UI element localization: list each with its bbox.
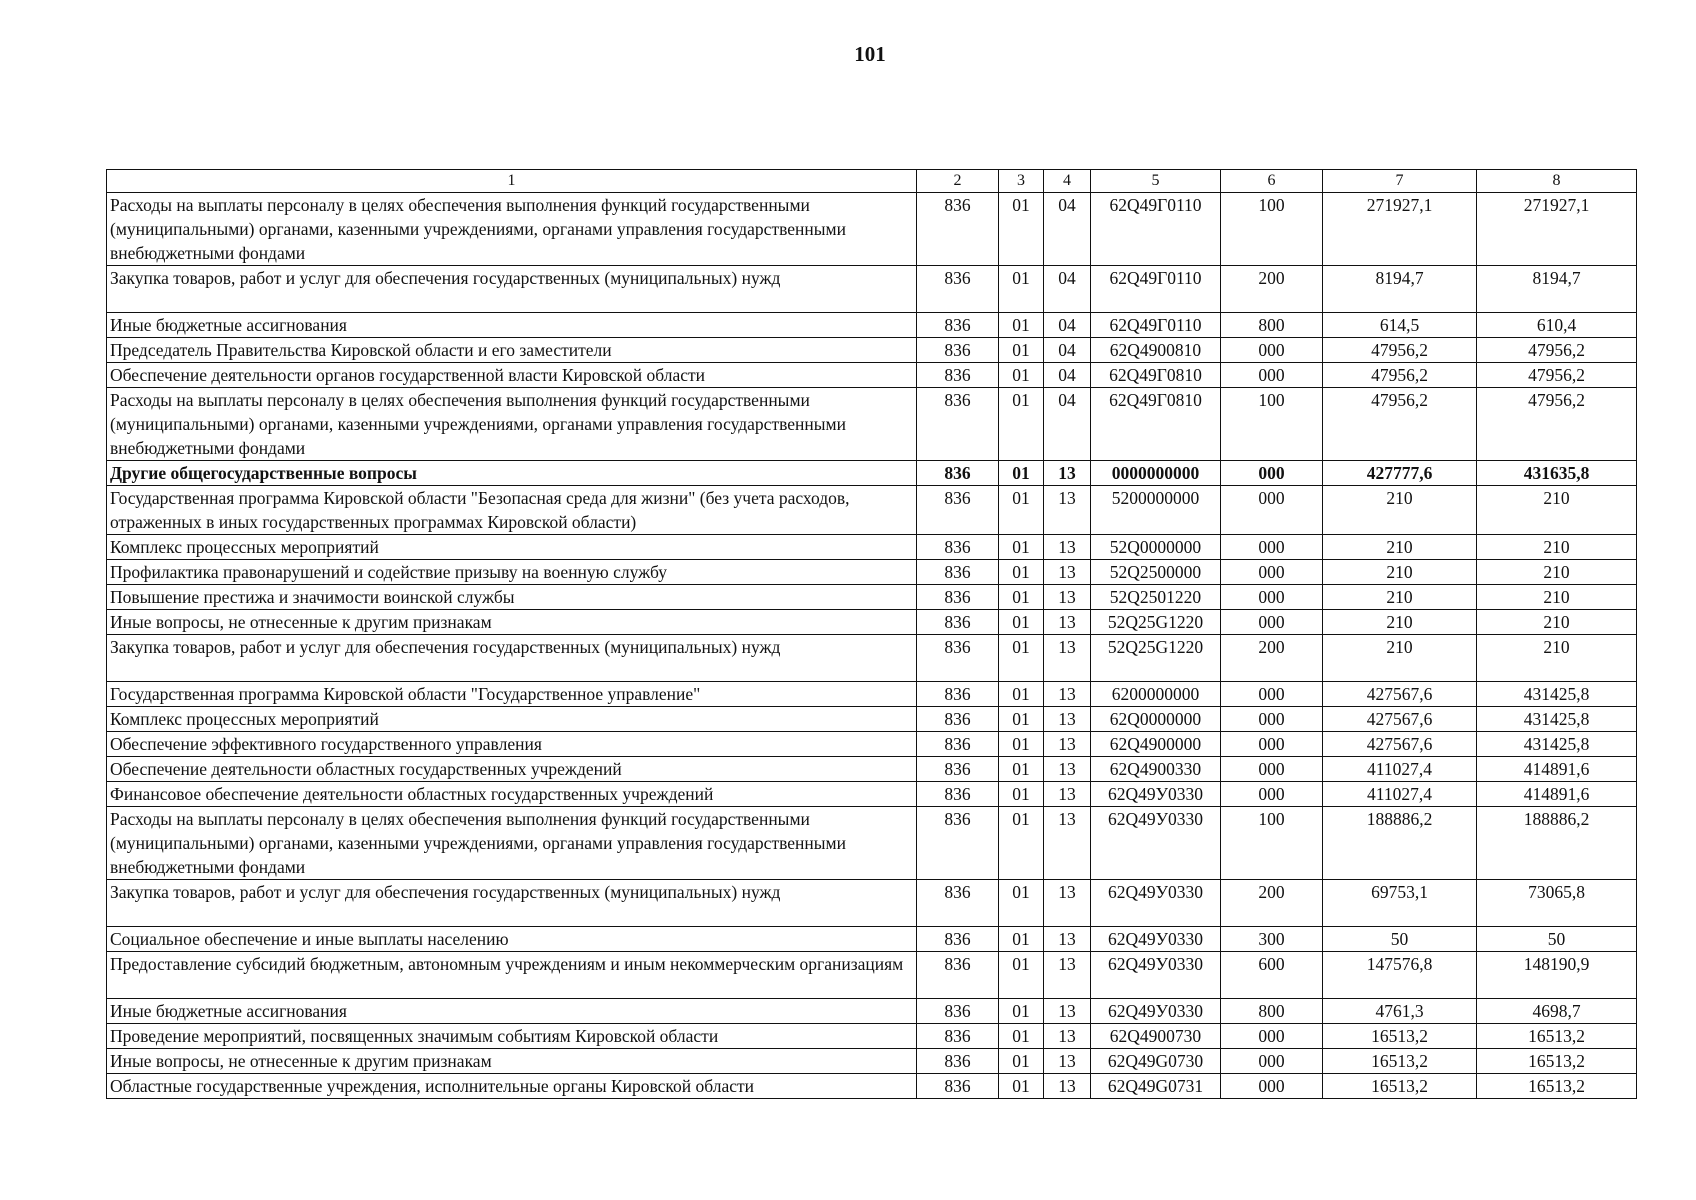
row-target-article-cell: 62Q49Г0810 [1091, 363, 1221, 388]
row-section-cell: 01 [999, 807, 1044, 880]
row-code-cell: 836 [917, 682, 999, 707]
row-amount-year1-cell: 411027,4 [1323, 782, 1477, 807]
row-expense-type-cell: 000 [1221, 610, 1323, 635]
row-expense-type-cell: 000 [1221, 707, 1323, 732]
row-amount-year1-cell: 210 [1323, 486, 1477, 535]
row-code-cell: 836 [917, 560, 999, 585]
row-subsection-cell: 13 [1044, 732, 1091, 757]
row-section-cell: 01 [999, 535, 1044, 560]
row-name-cell: Иные вопросы, не отнесенные к другим признакам [107, 1049, 917, 1074]
row-section-cell: 01 [999, 682, 1044, 707]
row-target-article-cell: 62Q0000000 [1091, 707, 1221, 732]
row-subsection-cell: 04 [1044, 266, 1091, 313]
row-name-cell: Повышение престижа и значимости воинской службы [107, 585, 917, 610]
row-section-cell: 01 [999, 266, 1044, 313]
row-code-cell: 836 [917, 585, 999, 610]
row-amount-year2-cell: 4698,7 [1477, 999, 1637, 1024]
table-row [107, 388, 1637, 461]
row-amount-year1-cell: 16513,2 [1323, 1024, 1477, 1049]
table-row [107, 266, 1637, 313]
row-amount-year1-cell: 210 [1323, 585, 1477, 610]
row-code-cell: 836 [917, 757, 999, 782]
row-amount-year2-cell: 50 [1477, 927, 1637, 952]
row-target-article-cell: 52Q25G1220 [1091, 610, 1221, 635]
row-name-cell: Проведение мероприятий, посвященных значимым событиям Кировской области [107, 1024, 917, 1049]
row-amount-year1-cell: 8194,7 [1323, 266, 1477, 313]
row-section-cell: 01 [999, 927, 1044, 952]
row-expense-type-cell: 000 [1221, 486, 1323, 535]
row-amount-year2-cell: 431425,8 [1477, 707, 1637, 732]
row-name-cell: Предоставление субсидий бюджетным, автономным учреждениям и иным некоммерческим организациям [107, 952, 917, 999]
row-expense-type-cell: 800 [1221, 999, 1323, 1024]
row-expense-type-cell: 100 [1221, 193, 1323, 266]
header-cell: 1 [107, 170, 917, 193]
header-cell: 3 [999, 170, 1044, 193]
row-subsection-cell: 13 [1044, 927, 1091, 952]
table-row [107, 807, 1637, 880]
row-name-cell: Иные бюджетные ассигнования [107, 313, 917, 338]
row-section-cell: 01 [999, 757, 1044, 782]
header-cell: 4 [1044, 170, 1091, 193]
row-code-cell: 836 [917, 486, 999, 535]
row-subsection-cell: 13 [1044, 782, 1091, 807]
row-amount-year2-cell: 210 [1477, 610, 1637, 635]
row-section-cell: 01 [999, 1024, 1044, 1049]
row-name-cell: Социальное обеспечение и иные выплаты населению [107, 927, 917, 952]
row-code-cell: 836 [917, 732, 999, 757]
row-code-cell: 836 [917, 927, 999, 952]
row-section-cell: 01 [999, 1074, 1044, 1099]
budget-table [106, 169, 1637, 1099]
row-amount-year1-cell: 210 [1323, 610, 1477, 635]
row-name-cell: Финансовое обеспечение деятельности областных государственных учреждений [107, 782, 917, 807]
table-row [107, 313, 1637, 338]
table-row [107, 1024, 1637, 1049]
row-expense-type-cell: 000 [1221, 782, 1323, 807]
row-code-cell: 836 [917, 388, 999, 461]
row-code-cell: 836 [917, 461, 999, 486]
table-row [107, 927, 1637, 952]
row-section-cell: 01 [999, 610, 1044, 635]
row-amount-year1-cell: 16513,2 [1323, 1049, 1477, 1074]
row-target-article-cell: 62Q4900330 [1091, 757, 1221, 782]
row-amount-year2-cell: 210 [1477, 486, 1637, 535]
row-amount-year2-cell: 47956,2 [1477, 338, 1637, 363]
row-name-cell: Обеспечение деятельности областных государственных учреждений [107, 757, 917, 782]
table-row [107, 610, 1637, 635]
table-row [107, 757, 1637, 782]
table-row [107, 535, 1637, 560]
row-section-cell: 01 [999, 313, 1044, 338]
row-section-cell: 01 [999, 880, 1044, 927]
row-name-cell: Обеспечение эффективного государственного управления [107, 732, 917, 757]
row-name-cell: Другие общегосударственные вопросы [107, 461, 917, 486]
row-section-cell: 01 [999, 486, 1044, 535]
row-expense-type-cell: 800 [1221, 313, 1323, 338]
row-amount-year1-cell: 271927,1 [1323, 193, 1477, 266]
page-number: 101 [854, 42, 886, 66]
row-amount-year1-cell: 427567,6 [1323, 682, 1477, 707]
row-name-cell: Расходы на выплаты персоналу в целях обеспечения выполнения функций государственными (муниципальными) органами, казенными учреждениями, органами управления государственными внебюджетными фондами [107, 388, 917, 461]
row-name-cell: Профилактика правонарушений и содействие призыву на военную службу [107, 560, 917, 585]
row-target-article-cell: 62Q49У0330 [1091, 807, 1221, 880]
row-amount-year2-cell: 431635,8 [1477, 461, 1637, 486]
row-subsection-cell: 13 [1044, 610, 1091, 635]
row-target-article-cell: 62Q49Г0110 [1091, 313, 1221, 338]
row-section-cell: 01 [999, 363, 1044, 388]
row-name-cell: Обеспечение деятельности органов государственной власти Кировской области [107, 363, 917, 388]
table-row [107, 952, 1637, 999]
row-section-cell: 01 [999, 193, 1044, 266]
row-amount-year1-cell: 427567,6 [1323, 707, 1477, 732]
row-code-cell: 836 [917, 266, 999, 313]
row-subsection-cell: 13 [1044, 757, 1091, 782]
row-subsection-cell: 13 [1044, 486, 1091, 535]
row-target-article-cell: 62Q49У0330 [1091, 952, 1221, 999]
row-subsection-cell: 13 [1044, 635, 1091, 682]
row-amount-year2-cell: 210 [1477, 635, 1637, 682]
row-code-cell: 836 [917, 999, 999, 1024]
row-expense-type-cell: 000 [1221, 363, 1323, 388]
row-amount-year2-cell: 16513,2 [1477, 1074, 1637, 1099]
row-amount-year2-cell: 47956,2 [1477, 388, 1637, 461]
table-row [107, 363, 1637, 388]
row-subsection-cell: 13 [1044, 1049, 1091, 1074]
row-name-cell: Комплекс процессных мероприятий [107, 535, 917, 560]
row-name-cell: Государственная программа Кировской области "Государственное управление" [107, 682, 917, 707]
row-expense-type-cell: 000 [1221, 585, 1323, 610]
row-target-article-cell: 62Q4900730 [1091, 1024, 1221, 1049]
row-amount-year2-cell: 47956,2 [1477, 363, 1637, 388]
row-amount-year1-cell: 47956,2 [1323, 363, 1477, 388]
row-amount-year2-cell: 210 [1477, 560, 1637, 585]
row-code-cell: 836 [917, 880, 999, 927]
row-amount-year2-cell: 210 [1477, 535, 1637, 560]
row-section-cell: 01 [999, 585, 1044, 610]
row-amount-year1-cell: 69753,1 [1323, 880, 1477, 927]
row-section-cell: 01 [999, 707, 1044, 732]
table-row [107, 682, 1637, 707]
row-expense-type-cell: 000 [1221, 757, 1323, 782]
row-expense-type-cell: 100 [1221, 388, 1323, 461]
row-subsection-cell: 13 [1044, 999, 1091, 1024]
row-subsection-cell: 13 [1044, 807, 1091, 880]
row-target-article-cell: 62Q49У0330 [1091, 927, 1221, 952]
row-subsection-cell: 13 [1044, 880, 1091, 927]
row-amount-year1-cell: 47956,2 [1323, 388, 1477, 461]
row-name-cell: Расходы на выплаты персоналу в целях обеспечения выполнения функций государственными (муниципальными) органами, казенными учреждениями, органами управления государственными внебюджетными фондами [107, 807, 917, 880]
row-amount-year1-cell: 147576,8 [1323, 952, 1477, 999]
table-row [107, 585, 1637, 610]
row-amount-year2-cell: 610,4 [1477, 313, 1637, 338]
row-target-article-cell: 52Q2501220 [1091, 585, 1221, 610]
row-expense-type-cell: 000 [1221, 535, 1323, 560]
row-section-cell: 01 [999, 999, 1044, 1024]
row-target-article-cell: 62Q49G0730 [1091, 1049, 1221, 1074]
row-expense-type-cell: 600 [1221, 952, 1323, 999]
row-amount-year1-cell: 188886,2 [1323, 807, 1477, 880]
row-amount-year2-cell: 210 [1477, 585, 1637, 610]
row-subsection-cell: 13 [1044, 1074, 1091, 1099]
row-amount-year1-cell: 47956,2 [1323, 338, 1477, 363]
row-subsection-cell: 13 [1044, 461, 1091, 486]
row-amount-year1-cell: 210 [1323, 560, 1477, 585]
row-target-article-cell: 62Q49Г0810 [1091, 388, 1221, 461]
row-name-cell: Областные государственные учреждения, исполнительные органы Кировской области [107, 1074, 917, 1099]
row-subsection-cell: 04 [1044, 338, 1091, 363]
row-subsection-cell: 13 [1044, 535, 1091, 560]
row-name-cell: Комплекс процессных мероприятий [107, 707, 917, 732]
row-target-article-cell: 52Q2500000 [1091, 560, 1221, 585]
header-cell: 8 [1477, 170, 1637, 193]
row-amount-year1-cell: 16513,2 [1323, 1074, 1477, 1099]
row-target-article-cell: 0000000000 [1091, 461, 1221, 486]
table-row [107, 1049, 1637, 1074]
header-cell: 6 [1221, 170, 1323, 193]
row-expense-type-cell: 000 [1221, 1049, 1323, 1074]
table-row [107, 732, 1637, 757]
row-amount-year2-cell: 414891,6 [1477, 782, 1637, 807]
row-code-cell: 836 [917, 782, 999, 807]
row-name-cell: Председатель Правительства Кировской области и его заместители [107, 338, 917, 363]
row-code-cell: 836 [917, 610, 999, 635]
row-section-cell: 01 [999, 388, 1044, 461]
row-amount-year1-cell: 427777,6 [1323, 461, 1477, 486]
row-amount-year2-cell: 148190,9 [1477, 952, 1637, 999]
row-target-article-cell: 62Q4900000 [1091, 732, 1221, 757]
row-target-article-cell: 62Q49У0330 [1091, 782, 1221, 807]
row-expense-type-cell: 100 [1221, 807, 1323, 880]
row-amount-year1-cell: 210 [1323, 535, 1477, 560]
row-code-cell: 836 [917, 535, 999, 560]
row-amount-year2-cell: 16513,2 [1477, 1024, 1637, 1049]
row-target-article-cell: 52Q25G1220 [1091, 635, 1221, 682]
row-target-article-cell: 62Q49У0330 [1091, 999, 1221, 1024]
row-expense-type-cell: 000 [1221, 461, 1323, 486]
row-section-cell: 01 [999, 635, 1044, 682]
row-amount-year2-cell: 431425,8 [1477, 682, 1637, 707]
row-subsection-cell: 13 [1044, 560, 1091, 585]
header-cell: 5 [1091, 170, 1221, 193]
row-name-cell: Государственная программа Кировской области "Безопасная среда для жизни" (без учета расходов, отраженных в иных государственных программах Кировской области) [107, 486, 917, 535]
row-code-cell: 836 [917, 635, 999, 682]
table-row [107, 193, 1637, 266]
row-amount-year2-cell: 8194,7 [1477, 266, 1637, 313]
row-subsection-cell: 04 [1044, 193, 1091, 266]
row-code-cell: 836 [917, 952, 999, 999]
row-target-article-cell: 62Q49Г0110 [1091, 193, 1221, 266]
row-target-article-cell: 62Q49У0330 [1091, 880, 1221, 927]
row-target-article-cell: 62Q49Г0110 [1091, 266, 1221, 313]
row-expense-type-cell: 000 [1221, 682, 1323, 707]
row-code-cell: 836 [917, 313, 999, 338]
row-expense-type-cell: 000 [1221, 1024, 1323, 1049]
row-expense-type-cell: 000 [1221, 560, 1323, 585]
table-row [107, 782, 1637, 807]
row-name-cell: Расходы на выплаты персоналу в целях обеспечения выполнения функций государственными (муниципальными) органами, казенными учреждениями, органами управления государственными внебюджетными фондами [107, 193, 917, 266]
row-section-cell: 01 [999, 338, 1044, 363]
row-target-article-cell: 5200000000 [1091, 486, 1221, 535]
row-amount-year1-cell: 50 [1323, 927, 1477, 952]
row-subsection-cell: 13 [1044, 952, 1091, 999]
row-amount-year2-cell: 431425,8 [1477, 732, 1637, 757]
table-row [107, 338, 1637, 363]
row-amount-year1-cell: 411027,4 [1323, 757, 1477, 782]
row-expense-type-cell: 000 [1221, 1074, 1323, 1099]
header-cell: 2 [917, 170, 999, 193]
row-code-cell: 836 [917, 338, 999, 363]
row-expense-type-cell: 200 [1221, 635, 1323, 682]
row-code-cell: 836 [917, 193, 999, 266]
row-subsection-cell: 13 [1044, 707, 1091, 732]
row-amount-year2-cell: 271927,1 [1477, 193, 1637, 266]
header-row [107, 170, 1637, 193]
row-amount-year2-cell: 16513,2 [1477, 1049, 1637, 1074]
row-name-cell: Закупка товаров, работ и услуг для обеспечения государственных (муниципальных) нужд [107, 266, 917, 313]
header-cell: 7 [1323, 170, 1477, 193]
row-code-cell: 836 [917, 707, 999, 732]
row-amount-year2-cell: 188886,2 [1477, 807, 1637, 880]
row-name-cell: Иные бюджетные ассигнования [107, 999, 917, 1024]
row-expense-type-cell: 300 [1221, 927, 1323, 952]
table-row [107, 880, 1637, 927]
row-subsection-cell: 13 [1044, 585, 1091, 610]
row-section-cell: 01 [999, 560, 1044, 585]
row-target-article-cell: 52Q0000000 [1091, 535, 1221, 560]
row-subsection-cell: 13 [1044, 1024, 1091, 1049]
row-target-article-cell: 62Q49G0731 [1091, 1074, 1221, 1099]
row-amount-year1-cell: 614,5 [1323, 313, 1477, 338]
row-expense-type-cell: 000 [1221, 732, 1323, 757]
row-section-cell: 01 [999, 732, 1044, 757]
row-expense-type-cell: 200 [1221, 266, 1323, 313]
table-row [107, 1074, 1637, 1099]
row-expense-type-cell: 200 [1221, 880, 1323, 927]
row-section-cell: 01 [999, 1049, 1044, 1074]
row-name-cell: Иные вопросы, не отнесенные к другим признакам [107, 610, 917, 635]
row-target-article-cell: 62Q4900810 [1091, 338, 1221, 363]
row-section-cell: 01 [999, 461, 1044, 486]
row-expense-type-cell: 000 [1221, 338, 1323, 363]
row-subsection-cell: 04 [1044, 313, 1091, 338]
row-name-cell: Закупка товаров, работ и услуг для обеспечения государственных (муниципальных) нужд [107, 635, 917, 682]
row-amount-year1-cell: 4761,3 [1323, 999, 1477, 1024]
row-code-cell: 836 [917, 1024, 999, 1049]
row-amount-year2-cell: 414891,6 [1477, 757, 1637, 782]
row-amount-year2-cell: 73065,8 [1477, 880, 1637, 927]
row-code-cell: 836 [917, 807, 999, 880]
row-name-cell: Закупка товаров, работ и услуг для обеспечения государственных (муниципальных) нужд [107, 880, 917, 927]
row-subsection-cell: 13 [1044, 682, 1091, 707]
row-amount-year1-cell: 210 [1323, 635, 1477, 682]
row-code-cell: 836 [917, 1074, 999, 1099]
table-row [107, 999, 1637, 1024]
table-row [107, 486, 1637, 535]
table-body [107, 193, 1637, 1099]
row-subsection-cell: 04 [1044, 363, 1091, 388]
row-section-cell: 01 [999, 782, 1044, 807]
row-target-article-cell: 6200000000 [1091, 682, 1221, 707]
row-code-cell: 836 [917, 1049, 999, 1074]
row-section-cell: 01 [999, 952, 1044, 999]
row-subsection-cell: 04 [1044, 388, 1091, 461]
table-row [107, 635, 1637, 682]
table-row [107, 707, 1637, 732]
table-row [107, 560, 1637, 585]
row-amount-year1-cell: 427567,6 [1323, 732, 1477, 757]
table-row [107, 461, 1637, 486]
row-code-cell: 836 [917, 363, 999, 388]
